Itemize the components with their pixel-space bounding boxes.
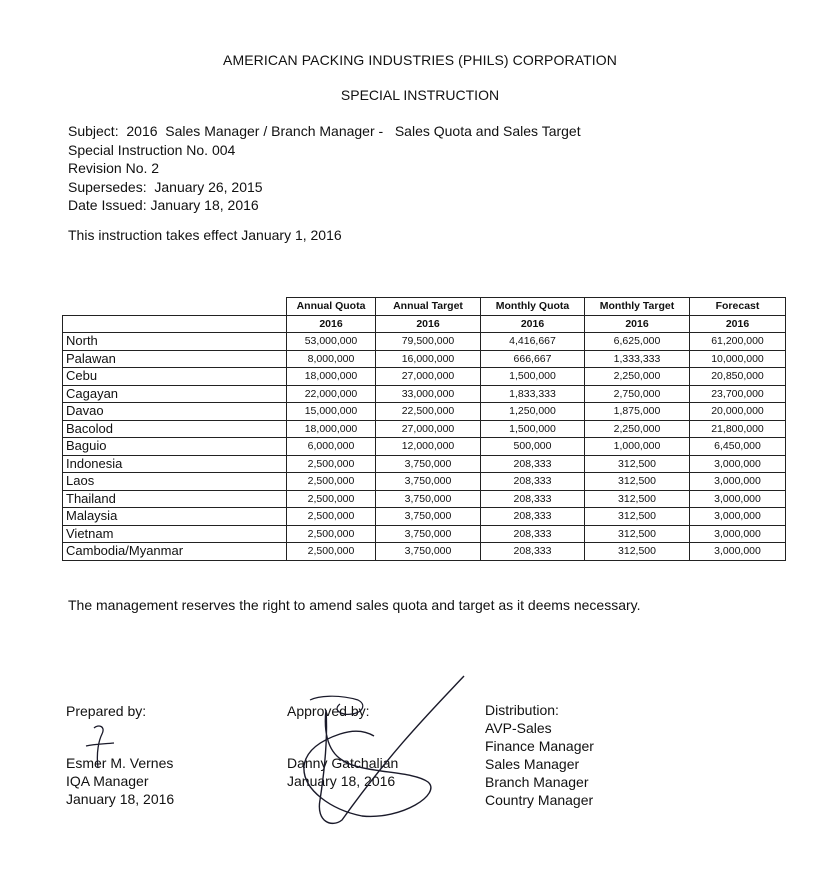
- value-cell: 208,333: [481, 455, 585, 473]
- region-cell: Bacolod: [63, 420, 287, 438]
- table-row: [63, 473, 786, 491]
- supersedes-date: Supersedes: January 26, 2015: [68, 178, 263, 195]
- value-cell: 6,450,000: [690, 438, 786, 456]
- value-cell: 12,000,000: [376, 438, 481, 456]
- approved-name: Danny Gatchalian: [287, 755, 399, 771]
- table-row: [63, 350, 786, 368]
- value-cell: 3,000,000: [690, 490, 786, 508]
- table-row: [63, 333, 786, 351]
- approved-signature: [282, 670, 472, 830]
- prepared-by-block: [66, 754, 174, 808]
- value-cell: 208,333: [481, 525, 585, 543]
- distribution-item: Branch Manager: [485, 774, 589, 790]
- year-cell: 2016: [585, 315, 690, 333]
- value-cell: 1,500,000: [481, 368, 585, 386]
- approved-by-label: Approved by:: [287, 703, 370, 719]
- table-row: [63, 403, 786, 421]
- distribution-item: Finance Manager: [485, 738, 594, 754]
- value-cell: 3,000,000: [690, 508, 786, 526]
- value-cell: 312,500: [585, 473, 690, 491]
- value-cell: 3,000,000: [690, 455, 786, 473]
- value-cell: 10,000,000: [690, 350, 786, 368]
- year-cell: 2016: [287, 315, 376, 333]
- value-cell: 3,750,000: [376, 455, 481, 473]
- value-cell: 312,500: [585, 508, 690, 526]
- value-cell: 3,000,000: [690, 525, 786, 543]
- effectivity-statement: This instruction takes effect January 1, 2016: [68, 227, 342, 243]
- header-annual-target: Annual Target: [376, 298, 481, 316]
- year-row: [63, 315, 786, 333]
- value-cell: 16,000,000: [376, 350, 481, 368]
- value-cell: 2,500,000: [287, 455, 376, 473]
- value-cell: 1,250,000: [481, 403, 585, 421]
- value-cell: 1,875,000: [585, 403, 690, 421]
- value-cell: 208,333: [481, 473, 585, 491]
- value-cell: 1,500,000: [481, 420, 585, 438]
- value-cell: 2,500,000: [287, 508, 376, 526]
- value-cell: 3,750,000: [376, 508, 481, 526]
- value-cell: 208,333: [481, 543, 585, 561]
- revision-number: Revision No. 2: [68, 160, 160, 176]
- value-cell: 23,700,000: [690, 385, 786, 403]
- value-cell: 1,833,333: [481, 385, 585, 403]
- value-cell: 3,750,000: [376, 473, 481, 491]
- header-blank: [63, 298, 287, 316]
- table-row: [63, 525, 786, 543]
- value-cell: 312,500: [585, 455, 690, 473]
- region-cell: Cebu: [63, 368, 287, 386]
- header-monthly-quota: Monthly Quota: [481, 298, 585, 316]
- distribution-block: [485, 701, 594, 809]
- value-cell: 61,200,000: [690, 333, 786, 351]
- value-cell: 3,750,000: [376, 490, 481, 508]
- region-cell: Baguio: [63, 438, 287, 456]
- region-cell: Cagayan: [63, 385, 287, 403]
- value-cell: 2,250,000: [585, 420, 690, 438]
- table-row: [63, 543, 786, 561]
- year-cell: 2016: [690, 315, 786, 333]
- table-row: [63, 508, 786, 526]
- prepared-name: Esmer M. Vernes: [66, 755, 174, 771]
- region-cell: Palawan: [63, 350, 287, 368]
- value-cell: 22,000,000: [287, 385, 376, 403]
- table-row: [63, 385, 786, 403]
- value-cell: 2,500,000: [287, 543, 376, 561]
- header-annual-quota: Annual Quota: [287, 298, 376, 316]
- prepared-by-label: Prepared by:: [66, 703, 147, 719]
- table-row: [63, 438, 786, 456]
- value-cell: 21,800,000: [690, 420, 786, 438]
- company-name: AMERICAN PACKING INDUSTRIES (PHILS) CORPORATION: [223, 52, 617, 68]
- distribution-item: Sales Manager: [485, 756, 580, 772]
- prepared-date: January 18, 2016: [66, 791, 175, 807]
- value-cell: 20,850,000: [690, 368, 786, 386]
- value-cell: 2,750,000: [585, 385, 690, 403]
- year-cell: 2016: [481, 315, 585, 333]
- distribution-item: AVP-Sales: [485, 720, 552, 736]
- value-cell: 6,000,000: [287, 438, 376, 456]
- value-cell: 2,500,000: [287, 473, 376, 491]
- approved-by-block: [287, 754, 398, 790]
- value-cell: 3,000,000: [690, 473, 786, 491]
- region-cell: Cambodia/Myanmar: [63, 543, 287, 561]
- subject-line: Subject: 2016 Sales Manager / Branch Manager - Sales Quota and Sales Target: [68, 123, 581, 139]
- region-cell: Thailand: [63, 490, 287, 508]
- table-body: [63, 333, 786, 561]
- value-cell: 312,500: [585, 525, 690, 543]
- value-cell: 22,500,000: [376, 403, 481, 421]
- value-cell: 18,000,000: [287, 420, 376, 438]
- value-cell: 79,500,000: [376, 333, 481, 351]
- management-note: The management reserves the right to amend sales quota and target as it deems necessary.: [68, 597, 641, 613]
- document-meta: [68, 122, 581, 215]
- value-cell: 1,000,000: [585, 438, 690, 456]
- region-cell: Davao: [63, 403, 287, 421]
- document-title: SPECIAL INSTRUCTION: [340, 87, 500, 103]
- value-cell: 500,000: [481, 438, 585, 456]
- instruction-number: Special Instruction No. 004: [68, 141, 236, 158]
- table-row: [63, 368, 786, 386]
- header-forecast: Forecast: [690, 298, 786, 316]
- value-cell: 208,333: [481, 490, 585, 508]
- value-cell: 8,000,000: [287, 350, 376, 368]
- value-cell: 18,000,000: [287, 368, 376, 386]
- region-cell: North: [63, 333, 287, 351]
- value-cell: 2,250,000: [585, 368, 690, 386]
- value-cell: 20,000,000: [690, 403, 786, 421]
- value-cell: 1,333,333: [585, 350, 690, 368]
- region-cell: Malaysia: [63, 508, 287, 526]
- value-cell: 2,500,000: [287, 525, 376, 543]
- value-cell: 53,000,000: [287, 333, 376, 351]
- year-blank: [63, 315, 287, 333]
- table-row: [63, 490, 786, 508]
- value-cell: 312,500: [585, 490, 690, 508]
- distribution-label: Distribution:: [485, 702, 559, 718]
- value-cell: 208,333: [481, 508, 585, 526]
- table-row: [63, 455, 786, 473]
- prepared-title: IQA Manager: [66, 773, 149, 789]
- value-cell: 312,500: [585, 543, 690, 561]
- region-cell: Laos: [63, 473, 287, 491]
- region-cell: Vietnam: [63, 525, 287, 543]
- region-cell: Indonesia: [63, 455, 287, 473]
- value-cell: 666,667: [481, 350, 585, 368]
- table-row: [63, 420, 786, 438]
- value-cell: 27,000,000: [376, 420, 481, 438]
- year-cell: 2016: [376, 315, 481, 333]
- value-cell: 2,500,000: [287, 490, 376, 508]
- value-cell: 15,000,000: [287, 403, 376, 421]
- value-cell: 3,000,000: [690, 543, 786, 561]
- value-cell: 4,416,667: [481, 333, 585, 351]
- distribution-item: Country Manager: [485, 792, 594, 808]
- value-cell: 3,750,000: [376, 525, 481, 543]
- header-monthly-target: Monthly Target: [585, 298, 690, 316]
- header-row: [63, 298, 786, 316]
- date-issued: Date Issued: January 18, 2016: [68, 197, 259, 213]
- value-cell: 3,750,000: [376, 543, 481, 561]
- sales-quota-table: [62, 297, 786, 561]
- value-cell: 6,625,000: [585, 333, 690, 351]
- approved-date: January 18, 2016: [287, 773, 396, 789]
- value-cell: 33,000,000: [376, 385, 481, 403]
- value-cell: 27,000,000: [376, 368, 481, 386]
